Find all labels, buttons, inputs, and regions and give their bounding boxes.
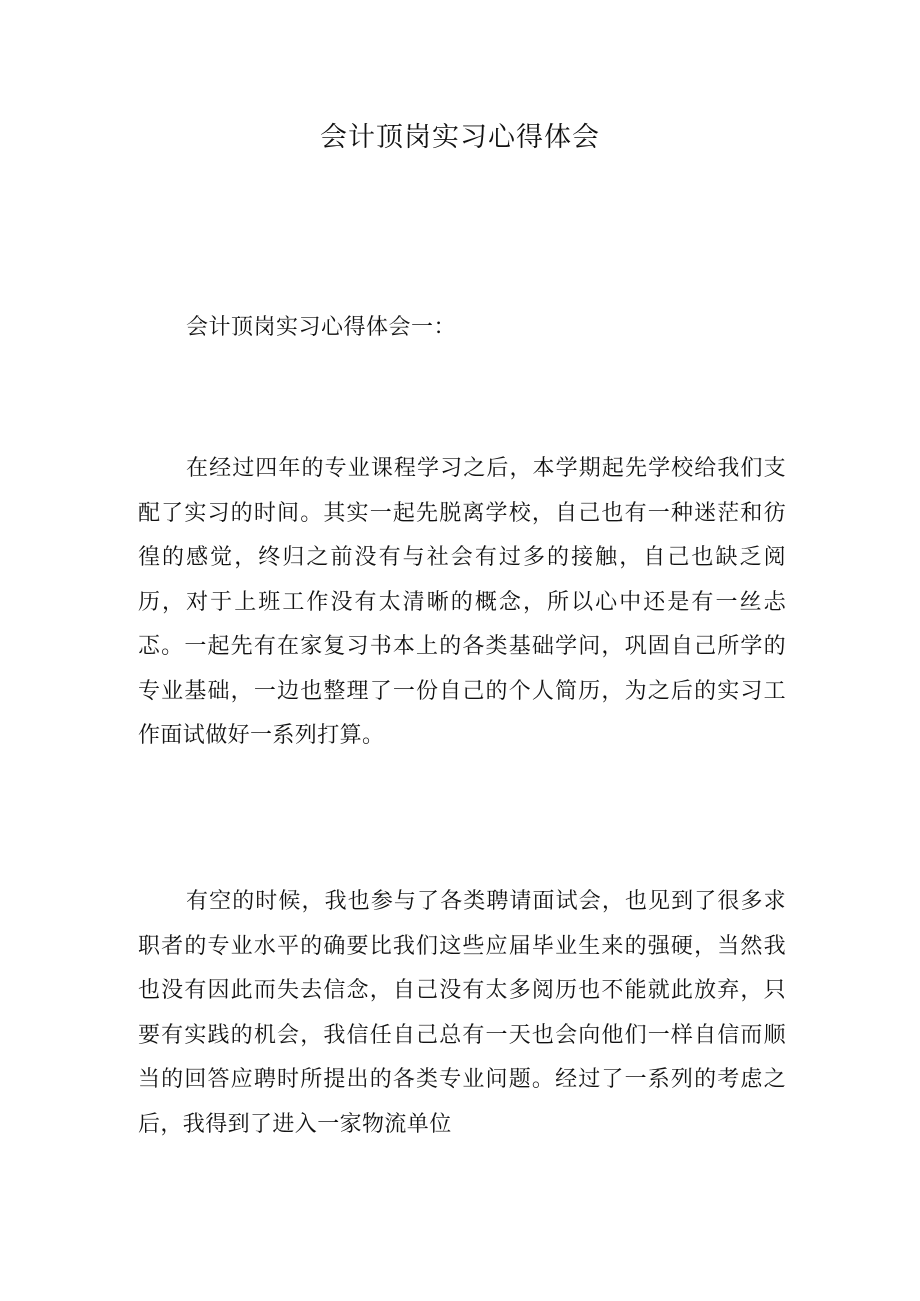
paragraph-2: 有空的时候，我也参与了各类聘请面试会，也见到了很多求职者的专业水平的确要比我们这些应届毕业生来的强硬，当然我也没有因此而失去信念，自己没有太多阅历也不能就此放弃，只要有实践的机会，我信任自己总有一天也会向他们一样自信而顺当的回答应聘时所提出的各类专业问题。经过了一系列的考虑之后，我得到了进入一家物流单位 <box>138 889 786 1137</box>
section-heading: 会计顶岗实习心得体会一： <box>186 315 457 340</box>
document-title: 会计顶岗实习心得体会 <box>320 122 600 153</box>
paragraph-1: 在经过四年的专业课程学习之后，本学期起先学校给我们支配了实习的时间。其实一起先脱离学校，自己也有一种迷茫和彷徨的感觉，终归之前没有与社会有过多的接触，自己也缺乏阅历，对于上班工作没有太清晰的概念，所以心中还是有一丝忐忑。一起先有在家复习书本上的各类基础学问，巩固自己所学的专业基础，一边也整理了一份自己的个人简历，为之后的实习工作面试做好一系列打算。 <box>138 456 786 748</box>
